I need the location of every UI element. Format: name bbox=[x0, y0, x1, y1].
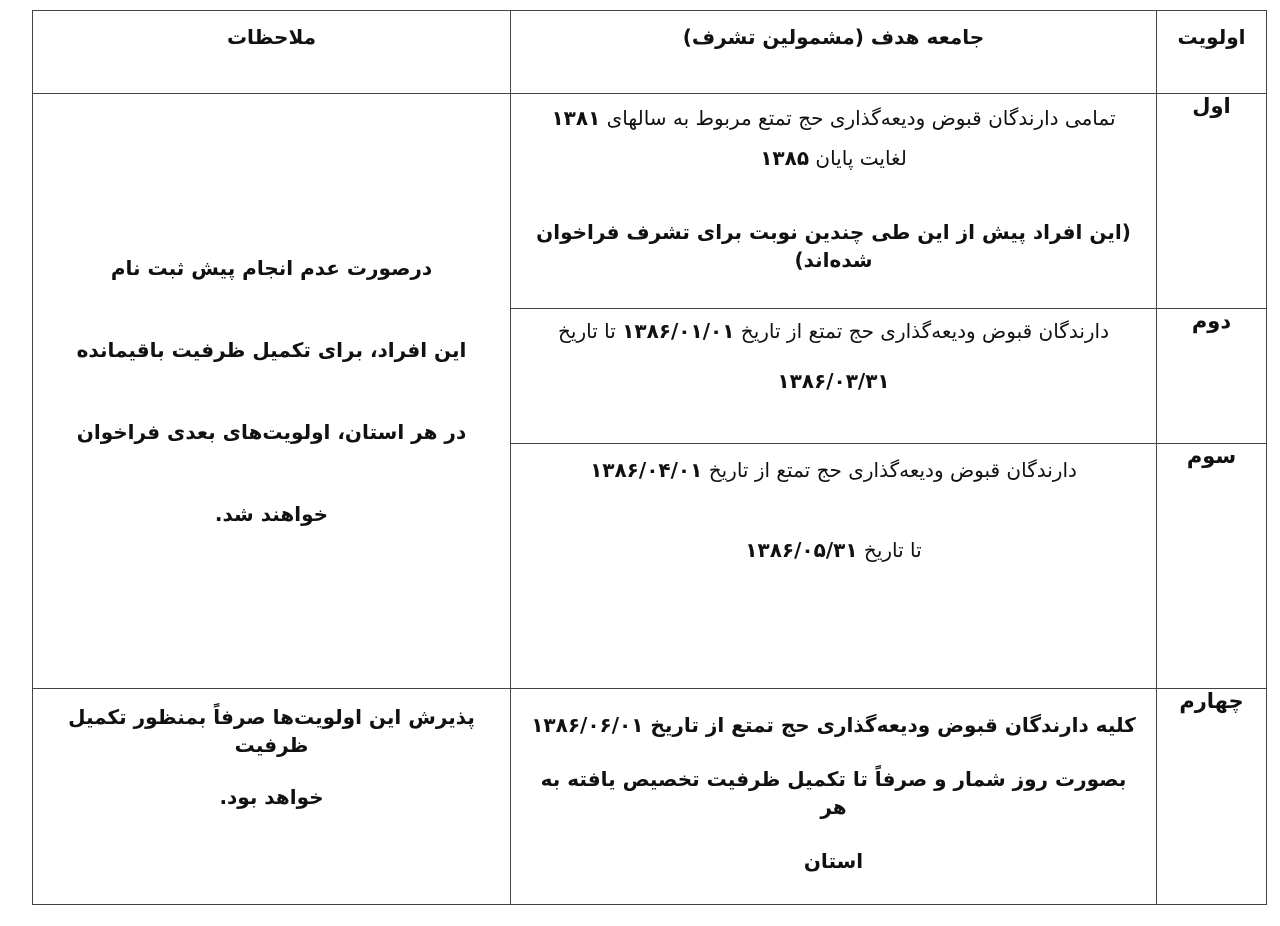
target-text: تمامی دارندگان قبوض ودیعه‌گذاری حج تمتع مربوط به سالهای bbox=[606, 106, 1116, 130]
target-number: ۱۳۸۶/۰۵/۳۱ bbox=[745, 538, 858, 562]
priority-cell: دوم bbox=[1157, 309, 1267, 444]
table-row bbox=[33, 94, 1267, 309]
header-notes: ملاحظات bbox=[33, 11, 511, 94]
target-cell bbox=[511, 309, 1157, 444]
target-text: دارندگان قبوض ودیعه‌گذاری حج تمتع از تاریخ bbox=[708, 458, 1077, 482]
target-number: ۱۳۸۱ bbox=[551, 106, 601, 130]
notes-line: درصورت عدم انجام پیش ثبت نام bbox=[110, 256, 433, 280]
header-priority: اولویت bbox=[1157, 11, 1267, 94]
priority-cell: اول bbox=[1157, 94, 1267, 309]
header-row bbox=[33, 11, 1267, 94]
notes-line: پذیرش این اولویت‌ها صرفاً بمنظور تکمیل ظرفیت bbox=[68, 705, 475, 757]
target-number: ۱۳۸۶/۰۱/۰۱ bbox=[622, 319, 735, 343]
table-row bbox=[33, 689, 1267, 905]
target-line bbox=[525, 144, 1142, 172]
target-text: تا تاریخ bbox=[863, 538, 922, 562]
target-text: دارندگان قبوض ودیعه‌گذاری حج تمتع از تاریخ bbox=[740, 319, 1110, 343]
target-line bbox=[525, 104, 1142, 132]
notes-line: خواهد بود. bbox=[219, 785, 324, 809]
target-line bbox=[525, 536, 1142, 564]
priority-cell: سوم bbox=[1157, 444, 1267, 689]
target-cell bbox=[511, 689, 1157, 905]
target-number: ۱۳۸۶/۰۴/۰۱ bbox=[590, 458, 703, 482]
target-number: ۱۳۸۵ bbox=[760, 146, 810, 170]
target-text: لغایت پایان bbox=[815, 146, 907, 170]
target-line: ۱۳۸۶/۰۳/۳۱ bbox=[777, 369, 890, 393]
target-cell bbox=[511, 444, 1157, 689]
notes-line: در هر استان، اولویت‌های بعدی فراخوان bbox=[76, 420, 467, 444]
target-line: بصورت روز شمار و صرفاً تا تکمیل ظرفیت تخصیص یافته به هر bbox=[540, 767, 1127, 819]
notes-cell bbox=[33, 94, 511, 689]
target-line bbox=[525, 456, 1142, 484]
target-line bbox=[525, 317, 1142, 345]
notes-line: این افراد، برای تکمیل ظرفیت باقیمانده bbox=[76, 338, 467, 362]
notes-cell bbox=[33, 689, 511, 905]
target-text: تا تاریخ bbox=[557, 319, 616, 343]
target-line: کلیه دارندگان قبوض ودیعه‌گذاری حج تمتع از تاریخ ۱۳۸۶/۰۶/۰۱ bbox=[531, 713, 1136, 737]
header-target: جامعه هدف (مشمولین تشرف) bbox=[511, 11, 1157, 94]
target-line: (این افراد پیش از این طی چندین نوبت برای تشرف فراخوان شده‌اند) bbox=[536, 220, 1131, 272]
notes-line: خواهند شد. bbox=[214, 502, 329, 526]
priority-table bbox=[32, 10, 1267, 905]
target-cell bbox=[511, 94, 1157, 309]
target-line: استان bbox=[803, 849, 864, 873]
priority-cell: چهارم bbox=[1157, 689, 1267, 905]
